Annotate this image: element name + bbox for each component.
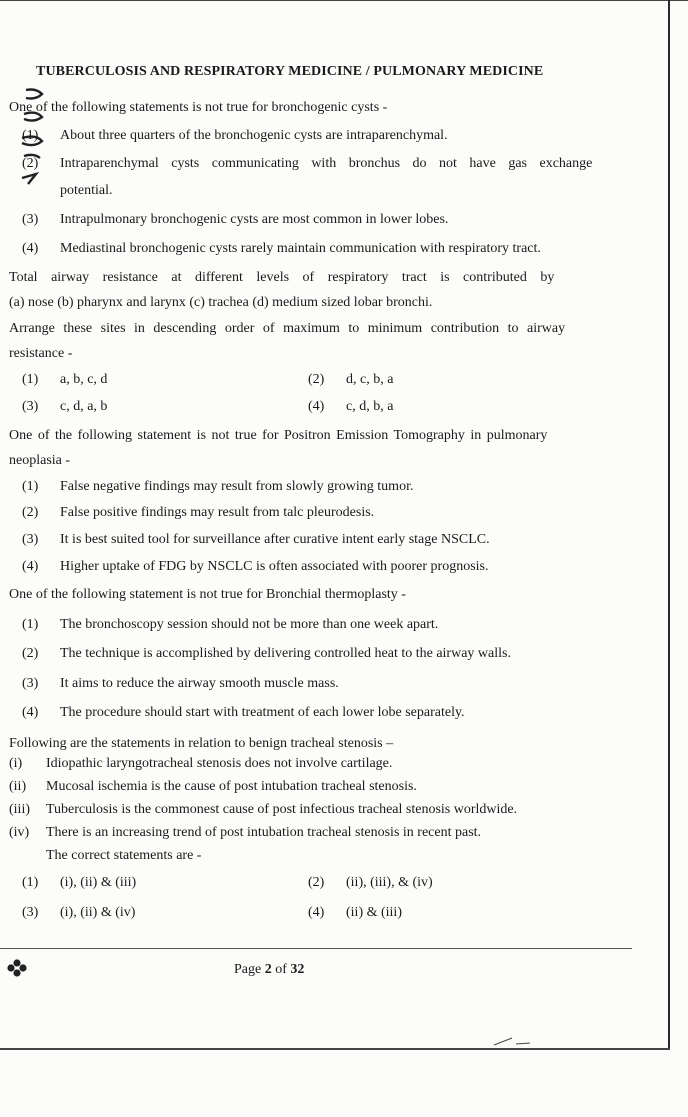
pen-mark-icon xyxy=(492,1035,532,1047)
section-header: TUBERCULOSIS AND RESPIRATORY MEDICINE / PULMONARY MEDICINE xyxy=(36,64,544,79)
q3-option-2-text: False positive findings may result from talc pleurodesis. xyxy=(60,505,375,520)
q5-statement-iv: (iv) There is an increasing trend of post intubation tracheal stenosis in recent past. xyxy=(9,825,482,840)
q2-stem-line1: Total airway resistance at different levels of respiratory tract is contributed by xyxy=(9,270,555,285)
q5-statement-iii: (iii) Tuberculosis is the commonest cause of post infectious tracheal stenosis worldwide. xyxy=(9,802,518,817)
q5-statement-iii-text: Tuberculosis is the commonest cause of post infectious tracheal stenosis worldwide. xyxy=(46,802,518,817)
q3-stem-line1: One of the following statement is not true for Positron Emission Tomography in pulmonary xyxy=(9,428,548,443)
q2-option-4-text: c, d, b, a xyxy=(346,399,394,414)
page-number: Page 2 of 32 xyxy=(234,962,305,977)
q1-stem: One of the following statements is not true for bronchogenic cysts - xyxy=(9,100,388,115)
q2-option-3-text: c, d, a, b xyxy=(60,399,108,414)
q5-option-1-text: (i), (ii) & (iii) xyxy=(60,875,137,890)
q1-option-1 xyxy=(22,126,612,146)
q1-option-4 xyxy=(22,239,612,259)
q2-option-4: (4) c, d, b, a xyxy=(308,399,394,414)
q4-stem: One of the following statement is not true for Bronchial thermoplasty - xyxy=(9,587,406,602)
q2-stem-line3: Arrange these sites in descending order of maximum to minimum contribution to airway xyxy=(9,321,566,336)
q1-option-4-number: (4) xyxy=(22,241,39,256)
q1-option-2-number: (2) xyxy=(22,156,39,171)
q5-statement-ii: (ii) Mucosal ischemia is the cause of post intubation tracheal stenosis. xyxy=(9,779,417,794)
page-total: 32 xyxy=(290,962,305,977)
q2-option-3: (3) c, d, a, b xyxy=(22,399,108,414)
q4-option-3: (3) It aims to reduce the airway smooth muscle mass. xyxy=(22,676,339,691)
q2-option-2: (2) d, c, b, a xyxy=(308,372,394,387)
q5-statement-i-text: Idiopathic laryngotracheal stenosis does not involve cartilage. xyxy=(46,756,393,771)
q4-option-2-text: The technique is accomplished by delivering controlled heat to the airway walls. xyxy=(60,646,511,661)
q5-option-2-text: (ii), (iii), & (iv) xyxy=(346,875,433,890)
q2-option-1-text: a, b, c, d xyxy=(60,372,108,387)
bottom-border xyxy=(0,1048,670,1050)
q3-option-3: (3) It is best suited tool for surveillance after curative intent early stage NSCLC. xyxy=(22,532,490,547)
q5-option-4-text: (ii) & (iii) xyxy=(346,905,402,920)
q1-option-3 xyxy=(22,210,612,230)
q3-option-1: (1) False negative findings may result from slowly growing tumor. xyxy=(22,479,414,494)
q1-option-3-text: Intrapulmonary bronchogenic cysts are most common in lower lobes. xyxy=(60,212,449,227)
q1-option-4-text: Mediastinal bronchogenic cysts rarely maintain communication with respiratory tract. xyxy=(60,241,541,256)
q5-statement-ii-text: Mucosal ischemia is the cause of post intubation tracheal stenosis. xyxy=(46,779,417,794)
right-border xyxy=(668,0,670,1050)
q5-prompt: The correct statements are - xyxy=(46,848,202,863)
q1-option-1-number: (1) xyxy=(22,128,39,143)
q5-option-1: (1) (i), (ii) & (iii) xyxy=(22,875,137,890)
footer-divider xyxy=(0,948,632,949)
page-current: 2 xyxy=(264,962,272,977)
q2-stem-line4: resistance - xyxy=(9,346,73,361)
q4-option-2: (2) The technique is accomplished by delivering controlled heat to the airway walls. xyxy=(22,646,511,661)
q5-option-4: (4) (ii) & (iii) xyxy=(308,905,402,920)
q3-stem-line2: neoplasia - xyxy=(9,453,71,468)
q3-option-4-text: Higher uptake of FDG by NSCLC is often associated with poorer prognosis. xyxy=(60,559,489,574)
q3-option-4: (4) Higher uptake of FDG by NSCLC is often associated with poorer prognosis. xyxy=(22,559,489,574)
q4-option-4-text: The procedure should start with treatment of each lower lobe separately. xyxy=(60,705,465,720)
q3-option-2: (2) False positive findings may result from talc pleurodesis. xyxy=(22,505,375,520)
q5-option-3-text: (i), (ii) & (iv) xyxy=(60,905,136,920)
q1-option-2-cont xyxy=(22,181,612,201)
q5-statement-iv-text: There is an increasing trend of post intubation tracheal stenosis in recent past. xyxy=(46,825,482,840)
flower-icon xyxy=(6,958,28,978)
q3-option-1-text: False negative findings may result from slowly growing tumor. xyxy=(60,479,414,494)
q1-option-2-cont-text: potential. xyxy=(60,183,113,198)
q2-option-2-text: d, c, b, a xyxy=(346,372,394,387)
q5-statement-i: (i) Idiopathic laryngotracheal stenosis does not involve cartilage. xyxy=(9,756,393,771)
q1-option-1-text: About three quarters of the bronchogenic cysts are intraparenchymal. xyxy=(60,128,448,143)
top-border xyxy=(0,0,688,1)
q3-option-3-text: It is best suited tool for surveillance after curative intent early stage NSCLC. xyxy=(60,532,490,547)
q5-stem: Following are the statements in relation to benign tracheal stenosis – xyxy=(9,736,394,751)
q2-stem-line2: (a) nose (b) pharynx and larynx (c) trachea (d) medium sized lobar bronchi. xyxy=(9,295,433,310)
q1-option-2 xyxy=(22,154,612,174)
q5-option-2: (2) (ii), (iii), & (iv) xyxy=(308,875,433,890)
q4-option-1-text: The bronchoscopy session should not be more than one week apart. xyxy=(60,617,439,632)
q1-option-2-text: Intraparenchymal cysts communicating with bronchus do not have gas exchange xyxy=(60,156,593,171)
q4-option-4: (4) The procedure should start with treatment of each lower lobe separately. xyxy=(22,705,465,720)
q5-option-3: (3) (i), (ii) & (iv) xyxy=(22,905,136,920)
q1-option-3-number: (3) xyxy=(22,212,39,227)
q4-option-1: (1) The bronchoscopy session should not be more than one week apart. xyxy=(22,617,439,632)
q2-option-1: (1) a, b, c, d xyxy=(22,372,108,387)
q4-option-3-text: It aims to reduce the airway smooth muscle mass. xyxy=(60,676,339,691)
